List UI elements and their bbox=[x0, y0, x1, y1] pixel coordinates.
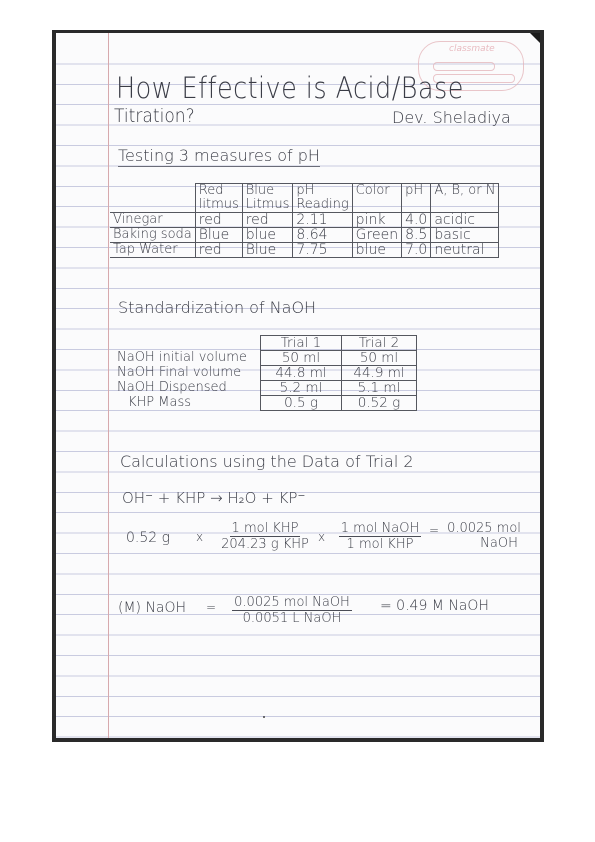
table-row: NaOH initial volume 50 ml 50 ml bbox=[114, 351, 417, 366]
table-header-row bbox=[110, 184, 499, 213]
header-red-litmus: Red litmus bbox=[195, 184, 242, 213]
header-ph-reading: pH Reading bbox=[293, 184, 352, 213]
header-blue-litmus: Blue Litmus bbox=[242, 184, 293, 213]
header-color: Color bbox=[352, 184, 401, 213]
header-trial-2: Trial 2 bbox=[342, 336, 417, 351]
author-name: Dev. Sheladiya bbox=[392, 108, 511, 127]
standardization-heading: Standardization of NaOH bbox=[118, 298, 317, 317]
molarity-label: (M) NaOH bbox=[118, 600, 187, 616]
multiply-sign: x bbox=[196, 530, 204, 544]
page-corner bbox=[530, 33, 540, 43]
table-row: NaOH Final volume 44.8 ml 44.9 ml bbox=[114, 366, 417, 381]
molarity-result: = 0.49 M NaOH bbox=[380, 598, 489, 614]
conversion-fraction-2: 1 mol NaOH 1 mol KHP bbox=[340, 521, 420, 552]
table-header-row bbox=[114, 336, 417, 351]
ph-heading: Testing 3 measures of pH bbox=[118, 146, 320, 165]
calculations-heading: Calculations using the Data of Trial 2 bbox=[120, 452, 414, 471]
equals-sign: = bbox=[206, 600, 217, 614]
reaction-equation: OH⁻ + KHP → H₂O + KP⁻ bbox=[122, 489, 306, 507]
multiply-sign: x bbox=[318, 530, 326, 544]
equals-sign: = bbox=[429, 523, 440, 537]
molarity-fraction: 0.0025 mol NaOH 0.0051 L NaOH bbox=[234, 595, 350, 626]
header-trial-1: Trial 1 bbox=[261, 336, 342, 351]
naoh-table bbox=[114, 335, 417, 411]
table-row: Vinegar red red 2.11 pink 4.0 acidic bbox=[110, 213, 499, 228]
page-title-line2: Titration? bbox=[114, 105, 195, 127]
table-row: Tap Water red Blue 7.75 blue 7.0 neutral bbox=[110, 243, 499, 258]
moles-start: 0.52 g bbox=[126, 530, 171, 546]
header-ph: pH bbox=[402, 184, 431, 213]
table-row: Baking soda Blue blue 8.64 Green 8.5 basic bbox=[110, 228, 499, 243]
header-classification: A, B, or N bbox=[431, 184, 499, 213]
moles-result: 0.0025 mol NaOH bbox=[447, 521, 521, 551]
ink-dot bbox=[263, 716, 265, 718]
conversion-fraction-1: 1 mol KHP 204.23 g KHP bbox=[221, 521, 309, 552]
table-row: KHP Mass 0.5 g 0.52 g bbox=[114, 396, 417, 411]
ph-table bbox=[110, 183, 499, 258]
table-row: NaOH Dispensed 5.2 ml 5.1 ml bbox=[114, 381, 417, 396]
page-title: How Effective is Acid/Base bbox=[116, 71, 464, 105]
notebook-page bbox=[56, 33, 540, 738]
logo-text: classmate bbox=[449, 44, 495, 54]
